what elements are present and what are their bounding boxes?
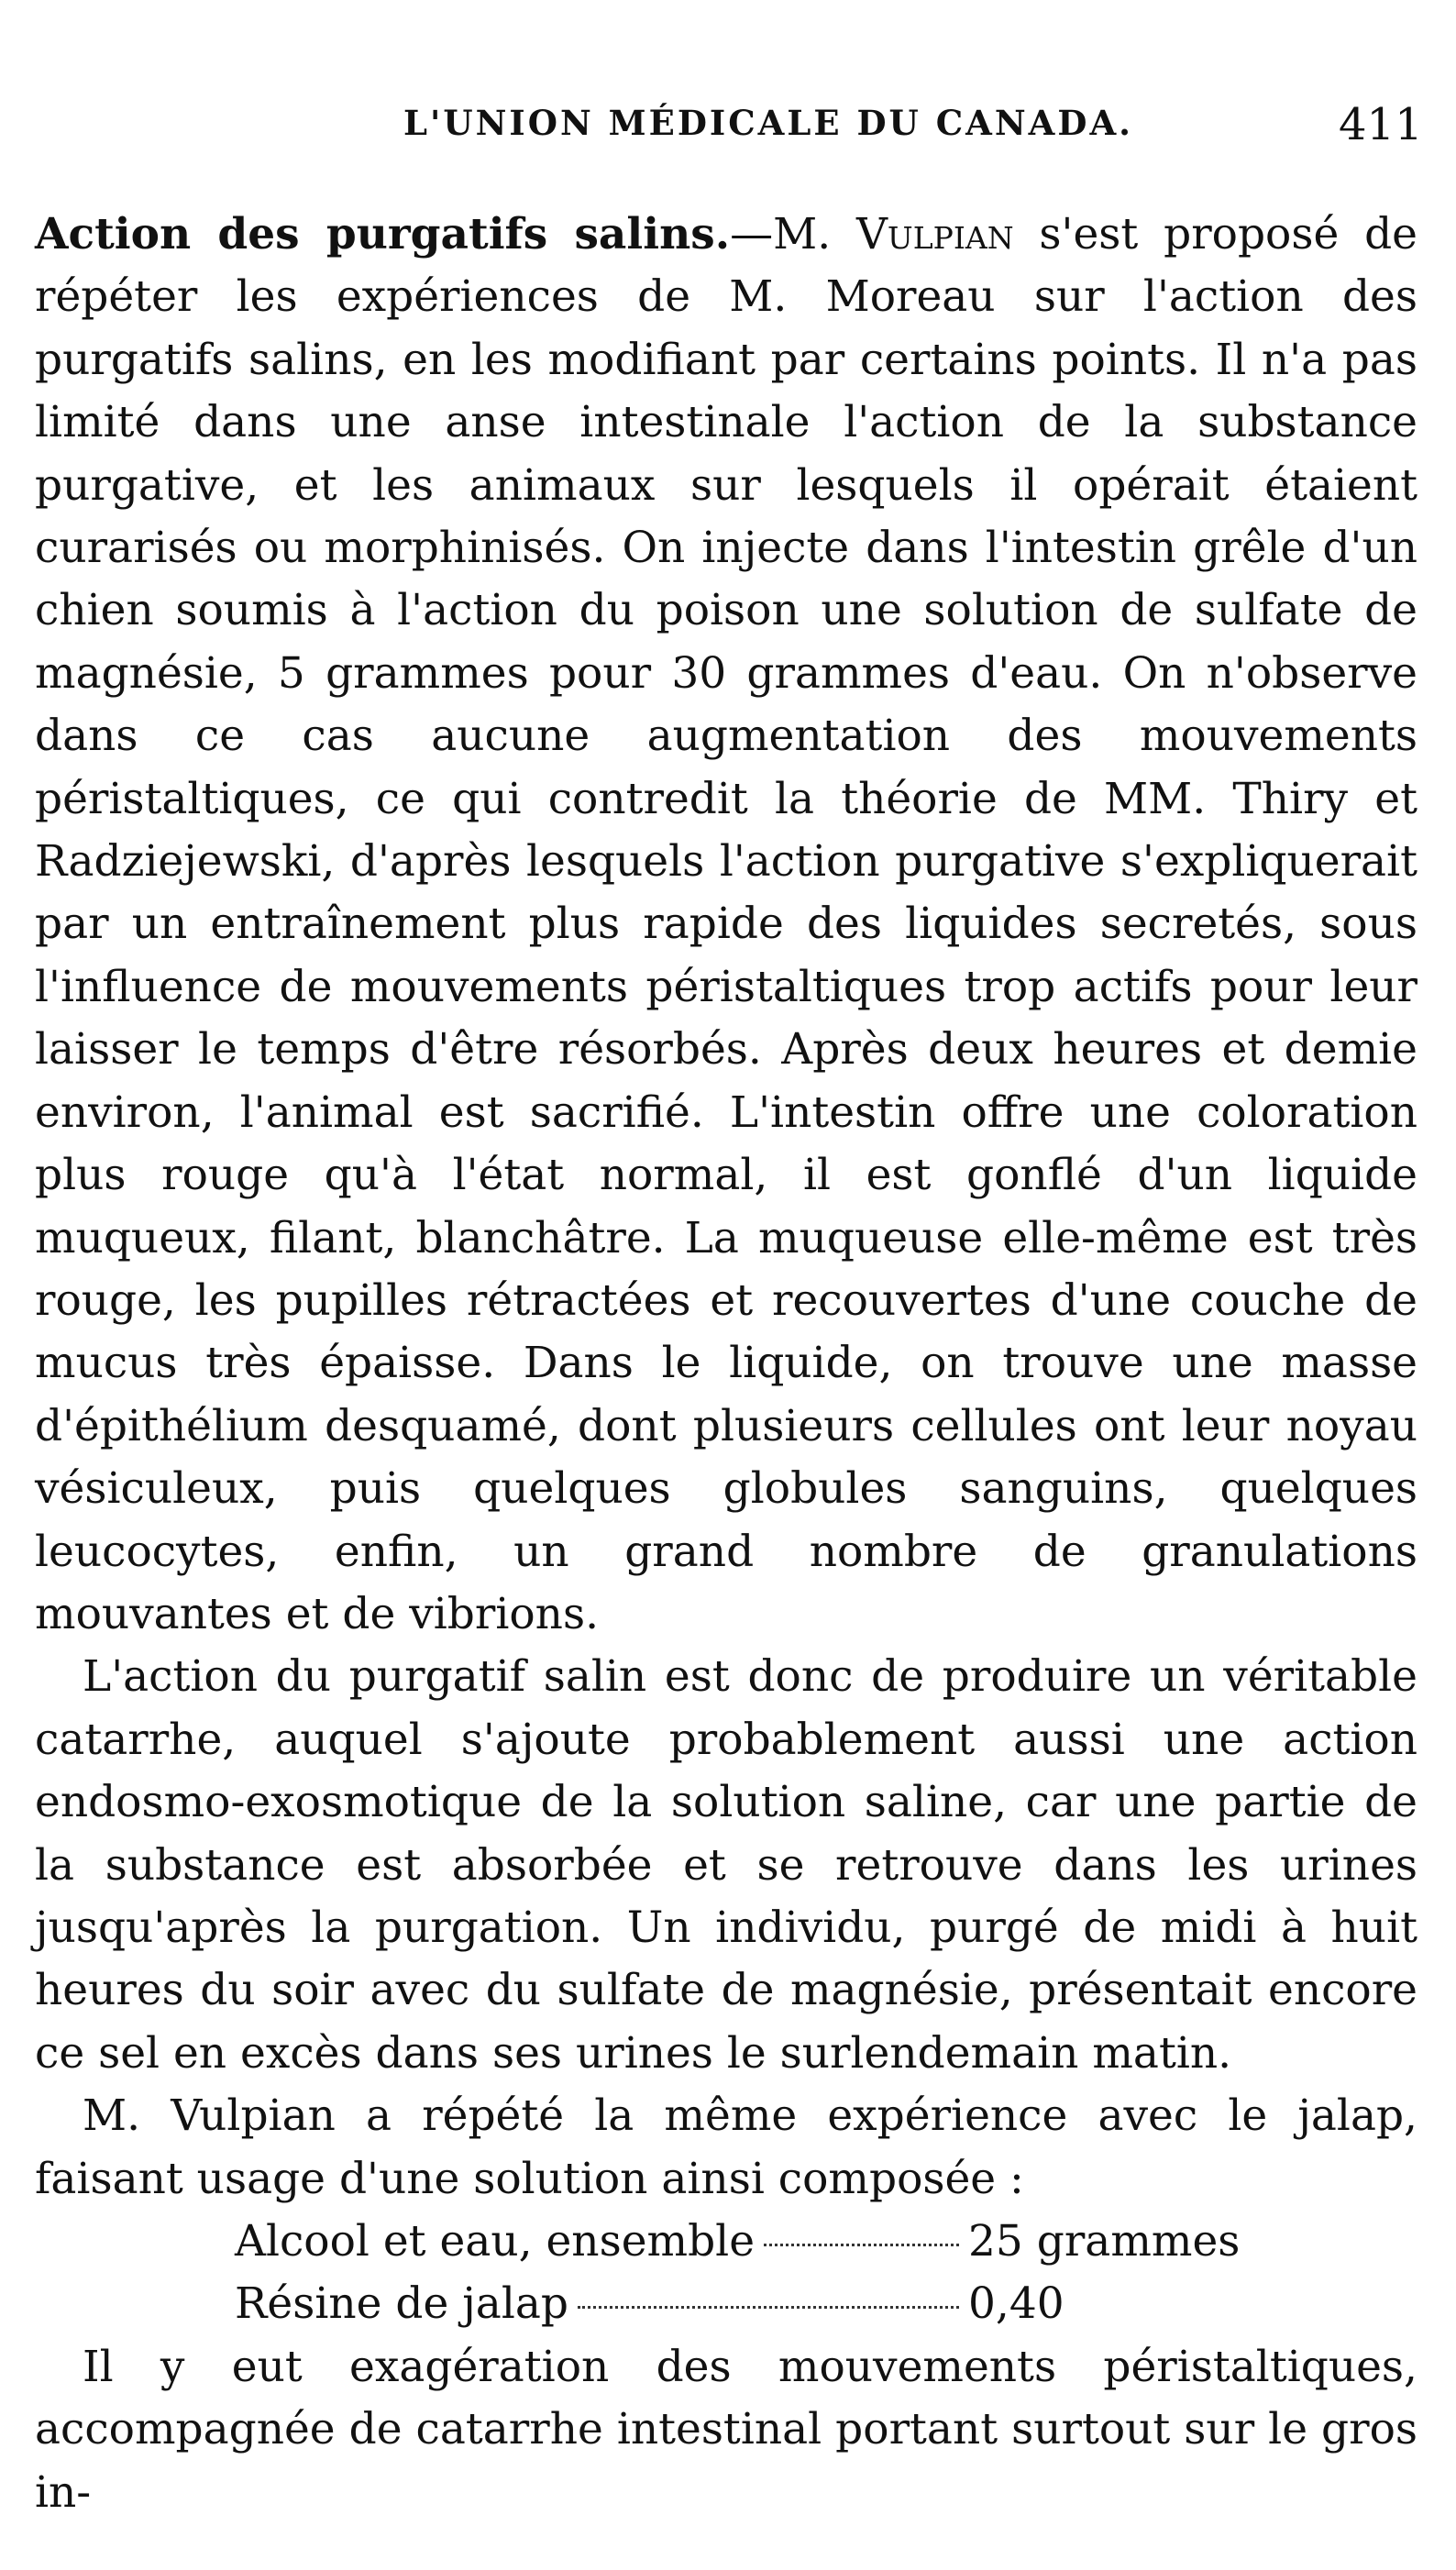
dot-leader: [764, 2244, 959, 2246]
paragraph-text: s'est proposé de répéter les expériences de M. Moreau sur l'action des purgatifs salins, en les modifiant par certains points. Il n'a pas limité dans une anse intestinale l'action de la substance purgative, et les animaux sur lesquels il opérait étaient curarisés ou morphinisés. On injecte dans l'intestin grêle d'un chien soumis à l'action du poison une solution de sulfate de magnésie, 5 grammes pour 30 grammes d'eau. On n'observe dans ce cas aucune augmentation des mouvements péristaltiques, ce qui contredit la théorie de MM. Thiry et Radziejewski, d'après lesquels l'action purgative s'expliquerait par un entraînement plus rapide des liquides secretés, sous l'influence de mouvements péristaltiques trop actifs pour leur laisser le temps d'être résorbés. Après deux heures et demie environ, l'animal est sacrifié. L'intestin offre une coloration plus rouge qu'à l'état normal, il est gonflé d'un liquide muqueux, filant, blanchâtre. La muqueuse elle-même est très rouge, les pupilles rétractées et recouvertes d'une couche de mucus très épaisse. Dans le liquide, on trouve une masse d'épithélium desquamé, dont plusieurs cellules ont leur noyau vésiculeux, puis quelques globules sanguins, quelques leucocytes, enfin, un grand nombre de granulations mouvantes et de vibrions.: [35, 209, 1417, 1639]
paragraph-jalap: M. Vulpian a répété la même expérience avec le jalap, faisant usage d'une solution ainsi composée :: [35, 2090, 1417, 2204]
recipe-row: [235, 2211, 1243, 2273]
paragraph-catarrhe: L'action du purgatif salin est donc de produire un véritable catarrhe, auquel s'ajoute probablement aussi une action endosmo-exosmotique de la solution saline, car une partie de la substance est absorbée et se retrouve dans les urines jusqu'après la purgation. Un individu, purgé de midi à huit heures du soir avec du sulfate de magnésie, présentait encore ce sel en excès dans ses urines le surlendemain matin.: [35, 1651, 1417, 2079]
paragraph-exageration: Il y eut exagération des mouvements péristaltiques, accompagnée de catarrhe intestinal portant surtout sur le gros in-: [35, 2341, 1417, 2518]
recipe-list: [35, 2211, 1243, 2336]
recipe-quantity: 25 grammes: [968, 2216, 1241, 2267]
dot-leader: [578, 2306, 959, 2309]
paragraph-purgatifs-salins: [35, 204, 1417, 1646]
article-body: [35, 204, 1417, 2524]
recipe-ingredient: Résine de jalap: [235, 2278, 568, 2330]
heading-dash: —M.: [730, 209, 856, 259]
recipe-row: [235, 2273, 1243, 2335]
page-header: [0, 99, 1456, 163]
section-heading: Action des purgatifs salins.: [35, 209, 731, 259]
author-name: Vulpian: [855, 209, 1014, 259]
running-title: L'UNION MÉDICALE DU CANADA.: [403, 103, 1134, 143]
recipe-quantity: 0,40: [968, 2278, 1064, 2330]
page-number: 411: [1339, 99, 1423, 150]
recipe-ingredient: Alcool et eau, ensemble: [235, 2216, 756, 2267]
